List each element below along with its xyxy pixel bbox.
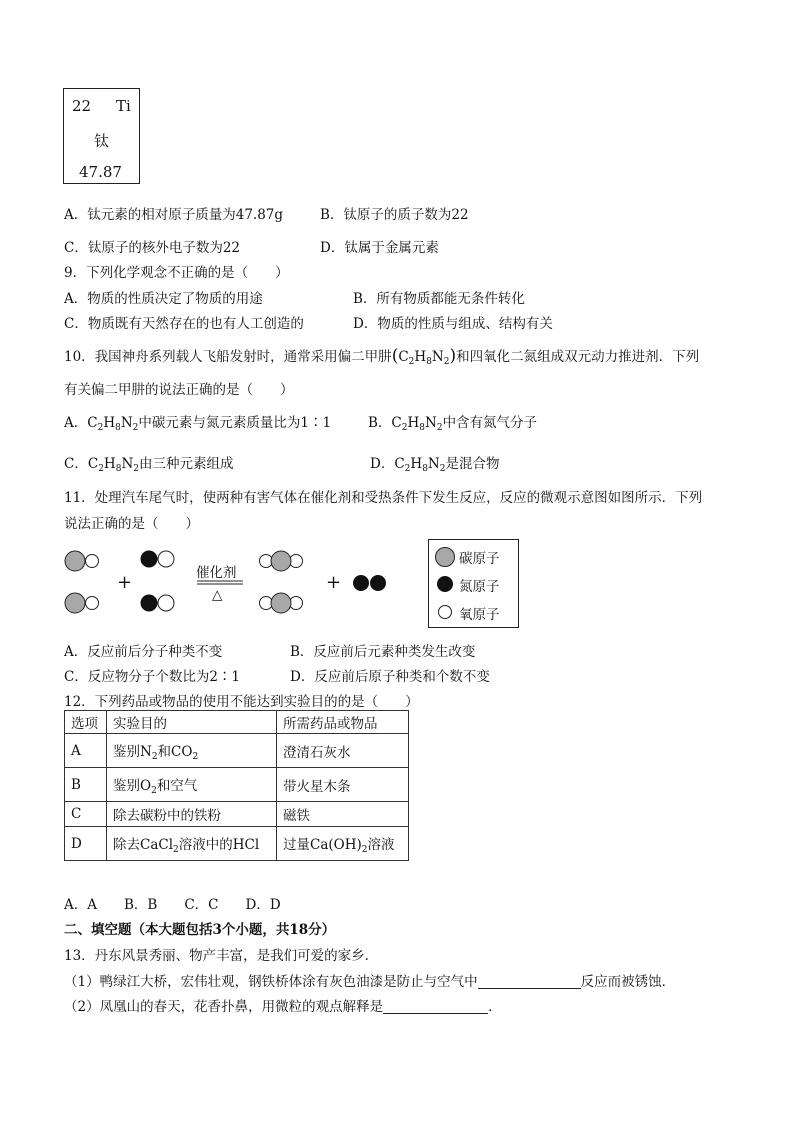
legend-carbon: 碳原子 [459,551,500,567]
legend-swatches [433,544,459,624]
co2-molecule [260,551,303,571]
q8-option-a: A．钛元素的相对原子质量为47.87g [64,207,284,223]
catalyst-label: 催化剂 [196,565,237,581]
carbon-atom-icon [436,548,455,567]
no-molecule [141,551,174,567]
q9-option-c: C．物质既有天然存在的也有人工创造的 [64,316,304,332]
row-reagent: 澄清石灰水 [277,734,409,768]
q11-stem-line1: 11．处理汽车尾气时，使两种有害气体在催化剂和受热条件下发生反应，反应的微观示意图如图所示．下列 [64,490,703,506]
row-purpose: 鉴别$O_2$和空气 [107,768,277,802]
row-reagent: 磁铁 [277,802,409,827]
row-purpose: 除去CaCl$_2$溶液中的HCl [107,827,277,861]
atomic-mass: 47.87 [79,163,122,181]
legend-nitrogen: 氮原子 [459,579,500,595]
q9-stem: 9．下列化学观念不正确的是（ ） [64,265,289,281]
table-row [65,802,409,827]
heat-symbol: △ [212,587,223,603]
header-purpose: 实验目的 [107,711,277,734]
row-purpose: 除去碳粉中的铁粉 [107,802,277,827]
atom-legend [428,539,519,628]
row-reagent: 带火星木条 [277,768,409,802]
q12-table [64,710,409,861]
atomic-number: 22 [72,97,92,115]
table-row [65,827,409,861]
q10-option-b: B．$C_2H_8N_2$中含有氮气分子 [368,415,538,433]
table-row [65,734,409,768]
q12-answer-options: A．A B．B C．C D．D [64,897,281,913]
oxygen-atom-icon [439,606,452,619]
row-option: A [65,734,107,768]
q9-option-a: A．物质的性质决定了物质的用途 [64,291,263,307]
legend-oxygen: 氧原子 [459,607,500,623]
q11-option-c: C．反应物分子个数比为2∶1 [64,669,241,685]
plus-sign: + [117,572,133,593]
plus-sign: + [326,572,342,593]
row-reagent: 过量$Ca(OH)_2$溶液 [277,827,409,861]
q13-part1: （1）鸭绿江大桥，宏伟壮观，钢铁桥体涂有灰色油漆是防止与空气中 反应而被锈蚀． [64,974,676,990]
q8-option-c: C．钛原子的核外电子数为22 [64,240,241,256]
co-molecule [65,551,99,571]
q10-option-c: C．$C_2H_8N_2$由三种元素组成 [64,456,234,474]
element-symbol: Ti [116,97,131,115]
n2-molecule [353,575,386,591]
answer-blank[interactable] [478,974,581,989]
q13-stem: 13．丹东风景秀丽、物产丰富，是我们可爱的家乡． [64,948,379,964]
header-option: 选项 [65,711,107,734]
row-option: C [65,802,107,827]
element-card-titanium [63,88,140,184]
co2-molecule [260,593,303,613]
co-molecule [65,593,99,613]
header-reagent: 所需药品或物品 [277,711,409,734]
q9-option-d: D．物质的性质与组成、结构有关 [353,316,553,332]
row-option: D [65,827,107,861]
q12-stem: 12．下列药品或物品的使用不能达到实验目的的是（ ） [64,694,419,710]
row-purpose: 鉴别$N_2$和$CO_2$ [107,734,277,768]
q10-option-d: D．$C_2H_8N_2$是混合物 [370,456,500,474]
q13-part2: （2）凤凰山的春天，花香扑鼻，用微粒的观点解释是 ． [64,999,502,1015]
row-option: B [65,768,107,802]
table-header-row [65,711,409,734]
q10-stem-a: 10．我国神舟系列载人飞船发射时，通常采用偏二甲肼 [64,349,392,365]
q10-stem-line1: 10．我国神舟系列载人飞船发射时，通常采用偏二甲肼$(C_2H_8N_2)$和四氧化二氮组成双元动力推进剂．下列 [64,346,700,367]
q10-stem-b: 和四氧化二氮组成双元动力推进剂．下列 [456,349,700,365]
answer-blank[interactable] [383,999,488,1014]
q8-option-b: B．钛原子的质子数为22 [320,207,469,223]
q10-stem-line2: 有关偏二甲肼的说法正确的是（ ） [64,382,294,398]
element-name: 钛 [94,132,110,150]
nitrogen-atom-icon [437,576,453,592]
q11-option-b: B．反应前后元素种类发生改变 [290,644,476,660]
q9-option-b: B．所有物质都能无条件转化 [353,291,525,307]
q8-option-d: D．钛属于金属元素 [320,240,439,256]
table-row [65,768,409,802]
q11-stem-line2: 说法正确的是（ ） [64,516,199,532]
no-molecule [141,595,174,611]
section-title: 二、填空题（本大题包括3个小题，共18分） [64,922,336,938]
q10-option-a: A．$C_2H_8N_2$中碳元素与氮元素质量比为1∶1 [64,415,332,433]
q11-option-a: A．反应前后分子种类不变 [64,644,223,660]
q11-option-d: D．反应前后原子种类和个数不变 [290,669,490,685]
